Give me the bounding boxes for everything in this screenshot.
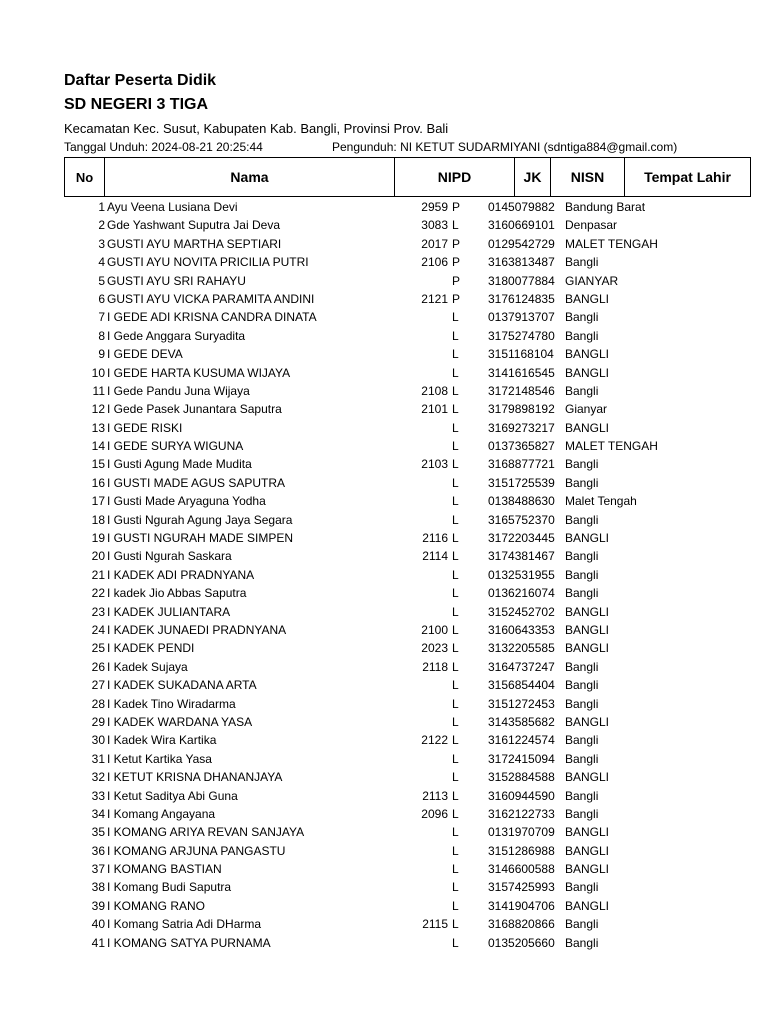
cell-nisn: 3180077884 bbox=[488, 273, 555, 288]
cell-nama: I Gusti Ngurah Agung Jaya Segara bbox=[107, 512, 293, 527]
cell-jk: L bbox=[452, 328, 459, 343]
cell-jk: L bbox=[452, 678, 459, 693]
cell-no: 3 bbox=[98, 236, 105, 251]
cell-nama: I Gusti Made Aryaguna Yodha bbox=[107, 494, 266, 509]
cell-nipd: 2023 bbox=[421, 641, 448, 656]
cell-nama: GUSTI AYU VICKA PARAMITA ANDINI bbox=[107, 291, 315, 306]
cell-tempat-lahir: BANGLI bbox=[565, 843, 610, 858]
cell-nama: I Gusti Ngurah Saskara bbox=[107, 549, 232, 564]
cell-jk: L bbox=[452, 659, 459, 674]
cell-nisn: 0137365827 bbox=[488, 439, 555, 454]
cell-tempat-lahir: BANGLI bbox=[565, 641, 610, 656]
cell-tempat-lahir: Bangli bbox=[565, 586, 599, 601]
cell-no: 11 bbox=[92, 383, 105, 398]
table-row bbox=[0, 474, 768, 492]
cell-nisn: 3165752370 bbox=[488, 512, 555, 527]
cell-tempat-lahir: Bangli bbox=[565, 328, 599, 343]
cell-nisn: 3151725539 bbox=[488, 475, 555, 490]
cell-no: 4 bbox=[98, 255, 105, 270]
cell-nama: I KOMANG RANO bbox=[107, 898, 206, 913]
cell-jk: L bbox=[452, 825, 459, 840]
cell-tempat-lahir: Bangli bbox=[565, 806, 599, 821]
cell-nama: I Kadek Tino Wiradarma bbox=[107, 696, 236, 711]
cell-no: 24 bbox=[91, 622, 105, 637]
cell-no: 40 bbox=[91, 917, 105, 932]
cell-jk: L bbox=[452, 549, 459, 564]
table-row bbox=[0, 308, 768, 326]
cell-jk: L bbox=[452, 604, 459, 619]
cell-jk: L bbox=[452, 475, 459, 490]
cell-tempat-lahir: Bangli bbox=[565, 751, 599, 766]
cell-jk: L bbox=[452, 420, 459, 435]
cell-nipd: 2115 bbox=[422, 917, 448, 932]
cell-tempat-lahir: Gianyar bbox=[565, 402, 608, 417]
table-row bbox=[0, 787, 768, 805]
table-row bbox=[0, 934, 768, 952]
cell-nama: I GEDE SURYA WIGUNA bbox=[107, 439, 244, 454]
cell-jk: L bbox=[452, 383, 459, 398]
cell-tempat-lahir: Bangli bbox=[565, 549, 599, 564]
cell-no: 1 bbox=[98, 200, 105, 214]
cell-nisn: 3168877721 bbox=[488, 457, 555, 472]
cell-tempat-lahir: Bangli bbox=[565, 935, 599, 950]
table-row bbox=[0, 805, 768, 823]
cell-no: 27 bbox=[91, 678, 105, 693]
table-row bbox=[0, 750, 768, 768]
cell-jk: L bbox=[452, 457, 459, 472]
cell-nama: GUSTI AYU SRI RAHAYU bbox=[107, 273, 246, 288]
cell-jk: L bbox=[452, 880, 459, 895]
cell-nisn: 3151168104 bbox=[488, 347, 554, 362]
cell-no: 25 bbox=[91, 641, 105, 656]
cell-no: 23 bbox=[91, 604, 105, 619]
cell-nisn: 0132531955 bbox=[488, 567, 555, 582]
table-row bbox=[0, 584, 768, 602]
cell-no: 14 bbox=[91, 439, 105, 454]
cell-nipd: 3083 bbox=[421, 218, 448, 233]
cell-nisn: 3176124835 bbox=[488, 291, 555, 306]
cell-no: 36 bbox=[91, 843, 105, 858]
table-row bbox=[0, 198, 768, 216]
cell-nama: I Kadek Sujaya bbox=[107, 659, 188, 674]
table-row bbox=[0, 437, 768, 455]
cell-no: 26 bbox=[91, 659, 105, 674]
column-header-nama: Nama bbox=[104, 157, 395, 197]
cell-nama: I GEDE RISKI bbox=[107, 420, 183, 435]
cell-no: 34 bbox=[91, 806, 105, 821]
cell-jk: L bbox=[452, 714, 459, 729]
cell-tempat-lahir: BANGLI bbox=[565, 898, 610, 913]
cell-nisn: 0135205660 bbox=[488, 935, 555, 950]
cell-nama: I KETUT KRISNA DHANANJAYA bbox=[107, 770, 283, 785]
cell-nipd: 2121 bbox=[421, 291, 448, 306]
cell-nipd: 2096 bbox=[421, 806, 448, 821]
cell-no: 39 bbox=[91, 898, 105, 913]
cell-no: 12 bbox=[91, 402, 105, 417]
cell-jk: L bbox=[452, 347, 459, 362]
cell-nama: I Ketut Kartika Yasa bbox=[107, 751, 212, 766]
cell-nisn: 3141904706 bbox=[488, 898, 555, 913]
column-header-jk: JK bbox=[514, 157, 551, 197]
cell-nama: I Gede Anggara Suryadita bbox=[107, 328, 246, 343]
cell-no: 18 bbox=[91, 512, 105, 527]
cell-jk: L bbox=[452, 310, 459, 325]
cell-nisn: 3141616545 bbox=[488, 365, 555, 380]
cell-nisn: 3160643353 bbox=[488, 622, 555, 637]
cell-nisn: 3151286988 bbox=[488, 843, 555, 858]
cell-nisn: 0137913707 bbox=[488, 310, 555, 325]
cell-no: 20 bbox=[91, 549, 105, 564]
table-row bbox=[0, 419, 768, 437]
cell-jk: L bbox=[452, 751, 459, 766]
cell-jk: L bbox=[452, 733, 459, 748]
cell-tempat-lahir: Bangli bbox=[565, 512, 599, 527]
cell-nipd: 2122 bbox=[421, 733, 448, 748]
cell-no: 29 bbox=[91, 714, 105, 729]
cell-tempat-lahir: Bangli bbox=[565, 733, 599, 748]
column-header-tempat-lahir: Tempat Lahir bbox=[624, 157, 751, 197]
cell-jk: L bbox=[452, 439, 459, 454]
cell-nisn: 0145079882 bbox=[488, 200, 555, 214]
cell-tempat-lahir: BANGLI bbox=[565, 862, 610, 877]
table-row bbox=[0, 676, 768, 694]
download-date: Tanggal Unduh: 2024-08-21 20:25:44 bbox=[64, 140, 263, 154]
cell-jk: L bbox=[452, 843, 459, 858]
cell-nama: I GUSTI NGURAH MADE SIMPEN bbox=[107, 531, 294, 546]
cell-nisn: 3132205585 bbox=[488, 641, 555, 656]
cell-jk: P bbox=[452, 200, 461, 214]
table-row bbox=[0, 731, 768, 749]
cell-no: 7 bbox=[98, 310, 105, 325]
cell-nama: I GEDE DEVA bbox=[107, 347, 183, 362]
table-row bbox=[0, 382, 768, 400]
cell-jk: L bbox=[452, 622, 459, 637]
cell-jk: L bbox=[452, 935, 459, 950]
cell-nipd: 2017 bbox=[421, 236, 448, 251]
cell-nipd: 2106 bbox=[421, 255, 448, 270]
downloader-info: Pengunduh: NI KETUT SUDARMIYANI (sdntiga884@gmail.com) bbox=[332, 140, 678, 154]
cell-no: 35 bbox=[91, 825, 105, 840]
table-row bbox=[0, 639, 768, 657]
cell-nisn: 3162122733 bbox=[488, 806, 555, 821]
cell-nisn: 0131970709 bbox=[488, 825, 555, 840]
cell-tempat-lahir: BANGLI bbox=[565, 291, 610, 306]
cell-nama: I KADEK SUKADANA ARTA bbox=[107, 678, 257, 693]
cell-nama: Ayu Veena Lusiana Devi bbox=[107, 200, 238, 214]
cell-jk: P bbox=[452, 273, 461, 288]
cell-nisn: 3163813487 bbox=[488, 255, 555, 270]
table-header bbox=[64, 157, 731, 197]
cell-nipd: 2113 bbox=[422, 788, 448, 803]
column-header-nisn: NISN bbox=[550, 157, 625, 197]
cell-tempat-lahir: BANGLI bbox=[565, 770, 610, 785]
table-row bbox=[0, 603, 768, 621]
cell-no: 28 bbox=[91, 696, 105, 711]
cell-jk: L bbox=[452, 641, 459, 656]
cell-nama: I KADEK PENDI bbox=[107, 641, 195, 656]
cell-tempat-lahir: Bangli bbox=[565, 457, 599, 472]
table-row bbox=[0, 768, 768, 786]
table-row bbox=[0, 897, 768, 915]
table-row bbox=[0, 216, 768, 234]
table-row bbox=[0, 492, 768, 510]
table-row bbox=[0, 455, 768, 473]
table-row bbox=[0, 713, 768, 731]
cell-nama: I KOMANG BASTIAN bbox=[107, 862, 222, 877]
table-row bbox=[0, 621, 768, 639]
school-name: SD NEGERI 3 TIGA bbox=[64, 96, 209, 113]
cell-tempat-lahir: Bangli bbox=[565, 788, 599, 803]
table-row bbox=[0, 511, 768, 529]
cell-nipd: 2118 bbox=[422, 659, 448, 674]
cell-no: 41 bbox=[91, 935, 105, 950]
cell-tempat-lahir: BANGLI bbox=[565, 420, 610, 435]
student-table-body bbox=[0, 198, 768, 952]
cell-nama: I Kadek Wira Kartika bbox=[107, 733, 217, 748]
cell-jk: L bbox=[452, 567, 459, 582]
cell-tempat-lahir: GIANYAR bbox=[565, 273, 619, 288]
cell-nipd: 2103 bbox=[421, 457, 448, 472]
table-row bbox=[0, 253, 768, 271]
cell-no: 22 bbox=[91, 586, 105, 601]
cell-no: 21 bbox=[91, 567, 105, 582]
cell-tempat-lahir: Bangli bbox=[565, 310, 599, 325]
cell-nama: I KADEK JUNAEDI PRADNYANA bbox=[107, 622, 287, 637]
cell-jk: L bbox=[452, 917, 459, 932]
cell-tempat-lahir: Bangli bbox=[565, 678, 599, 693]
cell-nipd: 2959 bbox=[421, 200, 448, 214]
cell-tempat-lahir: BANGLI bbox=[565, 365, 610, 380]
cell-nisn: 3151272453 bbox=[488, 696, 555, 711]
cell-tempat-lahir: Bangli bbox=[565, 880, 599, 895]
cell-no: 15 bbox=[91, 457, 105, 472]
cell-jk: L bbox=[452, 365, 459, 380]
cell-nisn: 3143585682 bbox=[488, 714, 555, 729]
table-row bbox=[0, 695, 768, 713]
cell-nisn: 3157425993 bbox=[488, 880, 555, 895]
column-header-no: No bbox=[64, 157, 105, 197]
cell-tempat-lahir: BANGLI bbox=[565, 604, 610, 619]
cell-no: 9 bbox=[98, 347, 105, 362]
cell-nisn: 3160944590 bbox=[488, 788, 555, 803]
cell-tempat-lahir: MALET TENGAH bbox=[565, 439, 658, 454]
cell-nama: I GEDE HARTA KUSUMA WIJAYA bbox=[107, 365, 291, 380]
table-row bbox=[0, 658, 768, 676]
cell-nama: I Komang Budi Saputra bbox=[107, 880, 232, 895]
table-row bbox=[0, 345, 768, 363]
cell-jk: L bbox=[452, 531, 459, 546]
cell-no: 30 bbox=[91, 733, 105, 748]
location-line: Kecamatan Kec. Susut, Kabupaten Kab. Bangli, Provinsi Prov. Bali bbox=[64, 121, 449, 136]
cell-nisn: 3168820866 bbox=[488, 917, 555, 932]
table-row bbox=[0, 823, 768, 841]
cell-tempat-lahir: Bangli bbox=[565, 255, 599, 270]
cell-tempat-lahir: Bangli bbox=[565, 696, 599, 711]
cell-no: 5 bbox=[98, 273, 105, 288]
table-row bbox=[0, 327, 768, 345]
cell-jk: L bbox=[452, 402, 459, 417]
cell-nisn: 3169273217 bbox=[488, 420, 555, 435]
cell-tempat-lahir: Bandung Barat bbox=[565, 200, 646, 214]
cell-nama: I Gede Pasek Junantara Saputra bbox=[107, 402, 282, 417]
cell-nisn: 0129542729 bbox=[488, 236, 555, 251]
cell-nisn: 3175274780 bbox=[488, 328, 555, 343]
cell-no: 13 bbox=[91, 420, 105, 435]
cell-no: 33 bbox=[91, 788, 105, 803]
table-row bbox=[0, 860, 768, 878]
cell-nipd: 2114 bbox=[422, 549, 448, 564]
cell-no: 8 bbox=[98, 328, 105, 343]
cell-nisn: 3156854404 bbox=[488, 678, 555, 693]
cell-tempat-lahir: BANGLI bbox=[565, 622, 610, 637]
cell-tempat-lahir: BANGLI bbox=[565, 825, 610, 840]
cell-tempat-lahir: BANGLI bbox=[565, 714, 610, 729]
table-row bbox=[0, 566, 768, 584]
cell-jk: L bbox=[452, 862, 459, 877]
cell-nisn: 0136216074 bbox=[488, 586, 555, 601]
cell-nama: I KADEK JULIANTARA bbox=[107, 604, 231, 619]
cell-jk: L bbox=[452, 218, 459, 233]
cell-tempat-lahir: Denpasar bbox=[565, 218, 618, 233]
cell-jk: L bbox=[452, 898, 459, 913]
cell-no: 10 bbox=[91, 365, 105, 380]
cell-nama: I Gede Pandu Juna Wijaya bbox=[107, 383, 250, 398]
cell-no: 2 bbox=[98, 218, 105, 233]
cell-nipd: 2100 bbox=[421, 622, 448, 637]
cell-jk: L bbox=[452, 586, 459, 601]
cell-no: 38 bbox=[91, 880, 105, 895]
cell-tempat-lahir: BANGLI bbox=[565, 347, 610, 362]
cell-nama: I Ketut Saditya Abi Guna bbox=[107, 788, 238, 803]
cell-jk: L bbox=[452, 770, 459, 785]
cell-tempat-lahir: Malet Tengah bbox=[565, 494, 637, 509]
cell-nama: I KOMANG ARJUNA PANGASTU bbox=[107, 843, 286, 858]
cell-tempat-lahir: Bangli bbox=[565, 659, 599, 674]
cell-nisn: 3172415094 bbox=[488, 751, 555, 766]
table-row bbox=[0, 878, 768, 896]
cell-tempat-lahir: Bangli bbox=[565, 917, 599, 932]
cell-jk: L bbox=[452, 494, 459, 509]
table-row bbox=[0, 400, 768, 418]
cell-nama: I GUSTI MADE AGUS SAPUTRA bbox=[107, 475, 286, 490]
cell-no: 16 bbox=[91, 475, 105, 490]
cell-nama: I GEDE ADI KRISNA CANDRA DINATA bbox=[107, 310, 317, 325]
cell-nama: I Komang Satria Adi DHarma bbox=[107, 917, 262, 932]
cell-jk: L bbox=[452, 512, 459, 527]
table-row bbox=[0, 547, 768, 565]
column-header-nipd: NIPD bbox=[394, 157, 515, 197]
table-row bbox=[0, 290, 768, 308]
table-row bbox=[0, 842, 768, 860]
table-row bbox=[0, 235, 768, 253]
table-row bbox=[0, 915, 768, 933]
cell-nama: I KADEK ADI PRADNYANA bbox=[107, 567, 255, 582]
cell-jk: L bbox=[452, 696, 459, 711]
cell-nisn: 3179898192 bbox=[488, 402, 555, 417]
cell-nipd: 2101 bbox=[421, 402, 448, 417]
document-title: Daftar Peserta Didik bbox=[64, 72, 217, 89]
cell-nisn: 3174381467 bbox=[488, 549, 555, 564]
cell-nipd: 2108 bbox=[421, 383, 448, 398]
cell-jk: P bbox=[452, 291, 461, 306]
cell-nisn: 3146600588 bbox=[488, 862, 555, 877]
cell-nisn: 3161224574 bbox=[488, 733, 555, 748]
cell-tempat-lahir: BANGLI bbox=[565, 531, 610, 546]
cell-tempat-lahir: Bangli bbox=[565, 567, 599, 582]
cell-nama: I Gusti Agung Made Mudita bbox=[107, 457, 252, 472]
cell-nama: I Komang Angayana bbox=[107, 806, 216, 821]
cell-nisn: 3152452702 bbox=[488, 604, 555, 619]
cell-tempat-lahir: MALET TENGAH bbox=[565, 236, 658, 251]
cell-no: 37 bbox=[91, 862, 105, 877]
cell-nama: Gde Yashwant Suputra Jai Deva bbox=[107, 218, 280, 233]
cell-no: 19 bbox=[91, 531, 105, 546]
cell-no: 32 bbox=[91, 770, 105, 785]
cell-nisn: 3172203445 bbox=[488, 531, 555, 546]
cell-nama: I KOMANG SATYA PURNAMA bbox=[107, 935, 271, 950]
cell-jk: L bbox=[452, 788, 459, 803]
cell-nisn: 0138488630 bbox=[488, 494, 555, 509]
cell-jk: P bbox=[452, 255, 461, 270]
cell-nisn: 3172148546 bbox=[488, 383, 555, 398]
table-row bbox=[0, 364, 768, 382]
table-row bbox=[0, 272, 768, 290]
cell-nama: I kadek Jio Abbas Saputra bbox=[107, 586, 247, 601]
cell-nama: I KOMANG ARIYA REVAN SANJAYA bbox=[107, 825, 305, 840]
cell-nisn: 3164737247 bbox=[488, 659, 555, 674]
cell-nipd: 2116 bbox=[422, 531, 448, 546]
cell-jk: L bbox=[452, 806, 459, 821]
cell-no: 17 bbox=[91, 494, 105, 509]
cell-nama: I KADEK WARDANA YASA bbox=[107, 714, 253, 729]
cell-nama: GUSTI AYU NOVITA PRICILIA PUTRI bbox=[107, 255, 309, 270]
cell-nisn: 3152884588 bbox=[488, 770, 555, 785]
cell-no: 6 bbox=[98, 291, 105, 306]
cell-tempat-lahir: Bangli bbox=[565, 475, 599, 490]
table-row bbox=[0, 529, 768, 547]
cell-nama: GUSTI AYU MARTHA SEPTIARI bbox=[107, 236, 282, 251]
cell-no: 31 bbox=[91, 751, 105, 766]
cell-jk: P bbox=[452, 236, 461, 251]
cell-nisn: 3160669101 bbox=[488, 218, 555, 233]
cell-tempat-lahir: Bangli bbox=[565, 383, 599, 398]
